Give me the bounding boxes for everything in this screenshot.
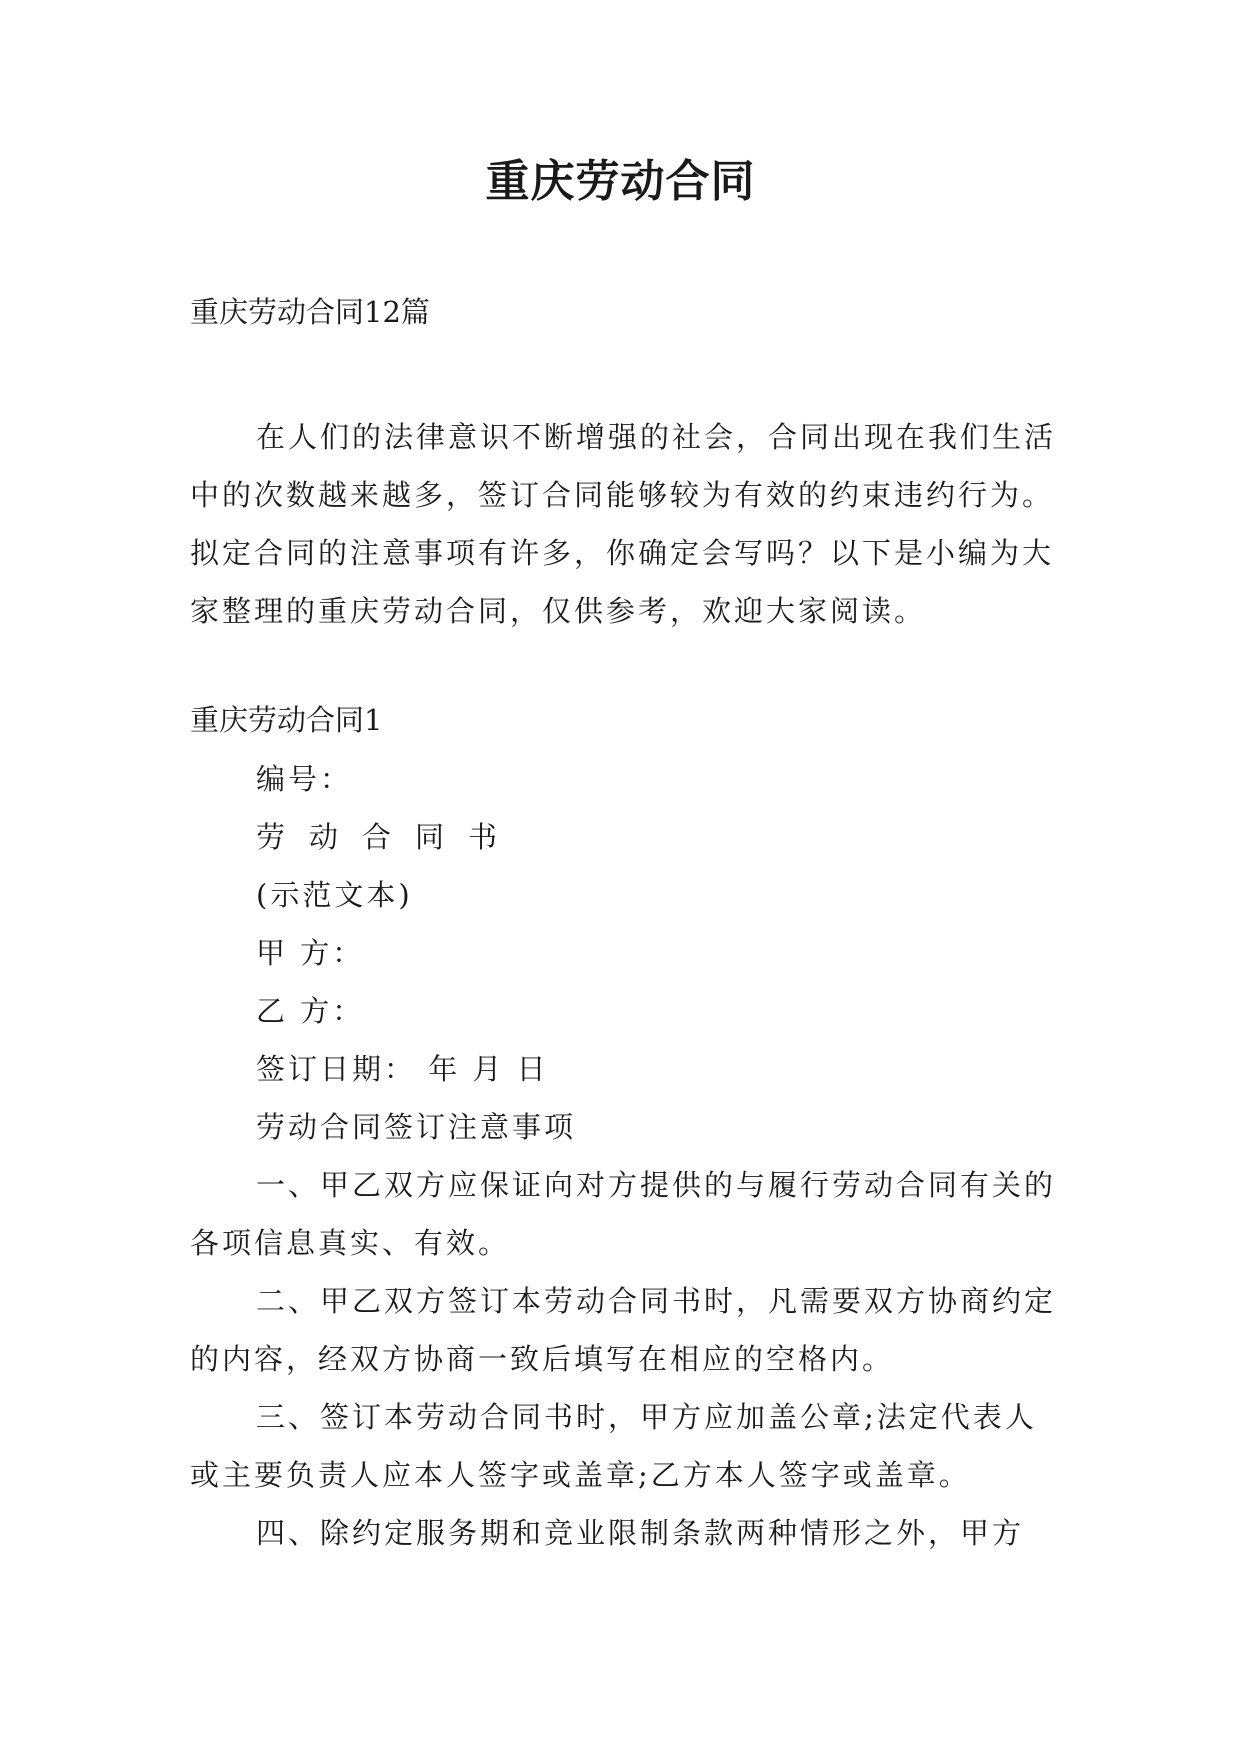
contract-body [190,750,1060,1562]
notice-item-3: 三、签订本劳动合同书时，甲方应加盖公章;法定代表人或主要负责人应本人签字或盖章;乙方本人签字或盖章。 [190,1400,1037,1492]
party-a-label: 甲 方： [256,936,365,970]
contract-number-label: 编号： [256,762,353,796]
contract-book-title: 劳动合同书 [256,820,522,854]
party-b-label: 乙 方： [256,994,365,1028]
notice-item-1: 一、甲乙双方应保证向对方提供的与履行劳动合同有关的各项信息真实、有效。 [190,1168,1057,1260]
document-title: 重庆劳动合同 [485,156,756,207]
notice-heading: 劳动合同签订注意事项 [256,1110,577,1144]
intro-paragraph: 在人们的法律意识不断增强的社会，合同出现在我们生活中的次数越来越多，签订合同能够较为有效的约束违约行为。拟定合同的注意事项有许多，你确定会写吗？以下是小编为大家整理的重庆劳动合同，仅供参考，欢迎大家阅读。 [190,420,1057,628]
document-subtitle: 重庆劳动合同12篇 [190,295,430,329]
notice-item-2: 二、甲乙双方签订本劳动合同书时，凡需要双方协商约定的内容，经双方协商一致后填写在相应的空格内。 [190,1284,1057,1376]
section-title: 重庆劳动合同1 [190,703,383,737]
sign-date-label: 签订日期： 年 月 日 [256,1052,549,1086]
notice-item-4: 四、除约定服务期和竞业限制条款两种情形之外，甲方 [256,1516,1025,1550]
sample-text-label: (示范文本) [256,878,413,912]
